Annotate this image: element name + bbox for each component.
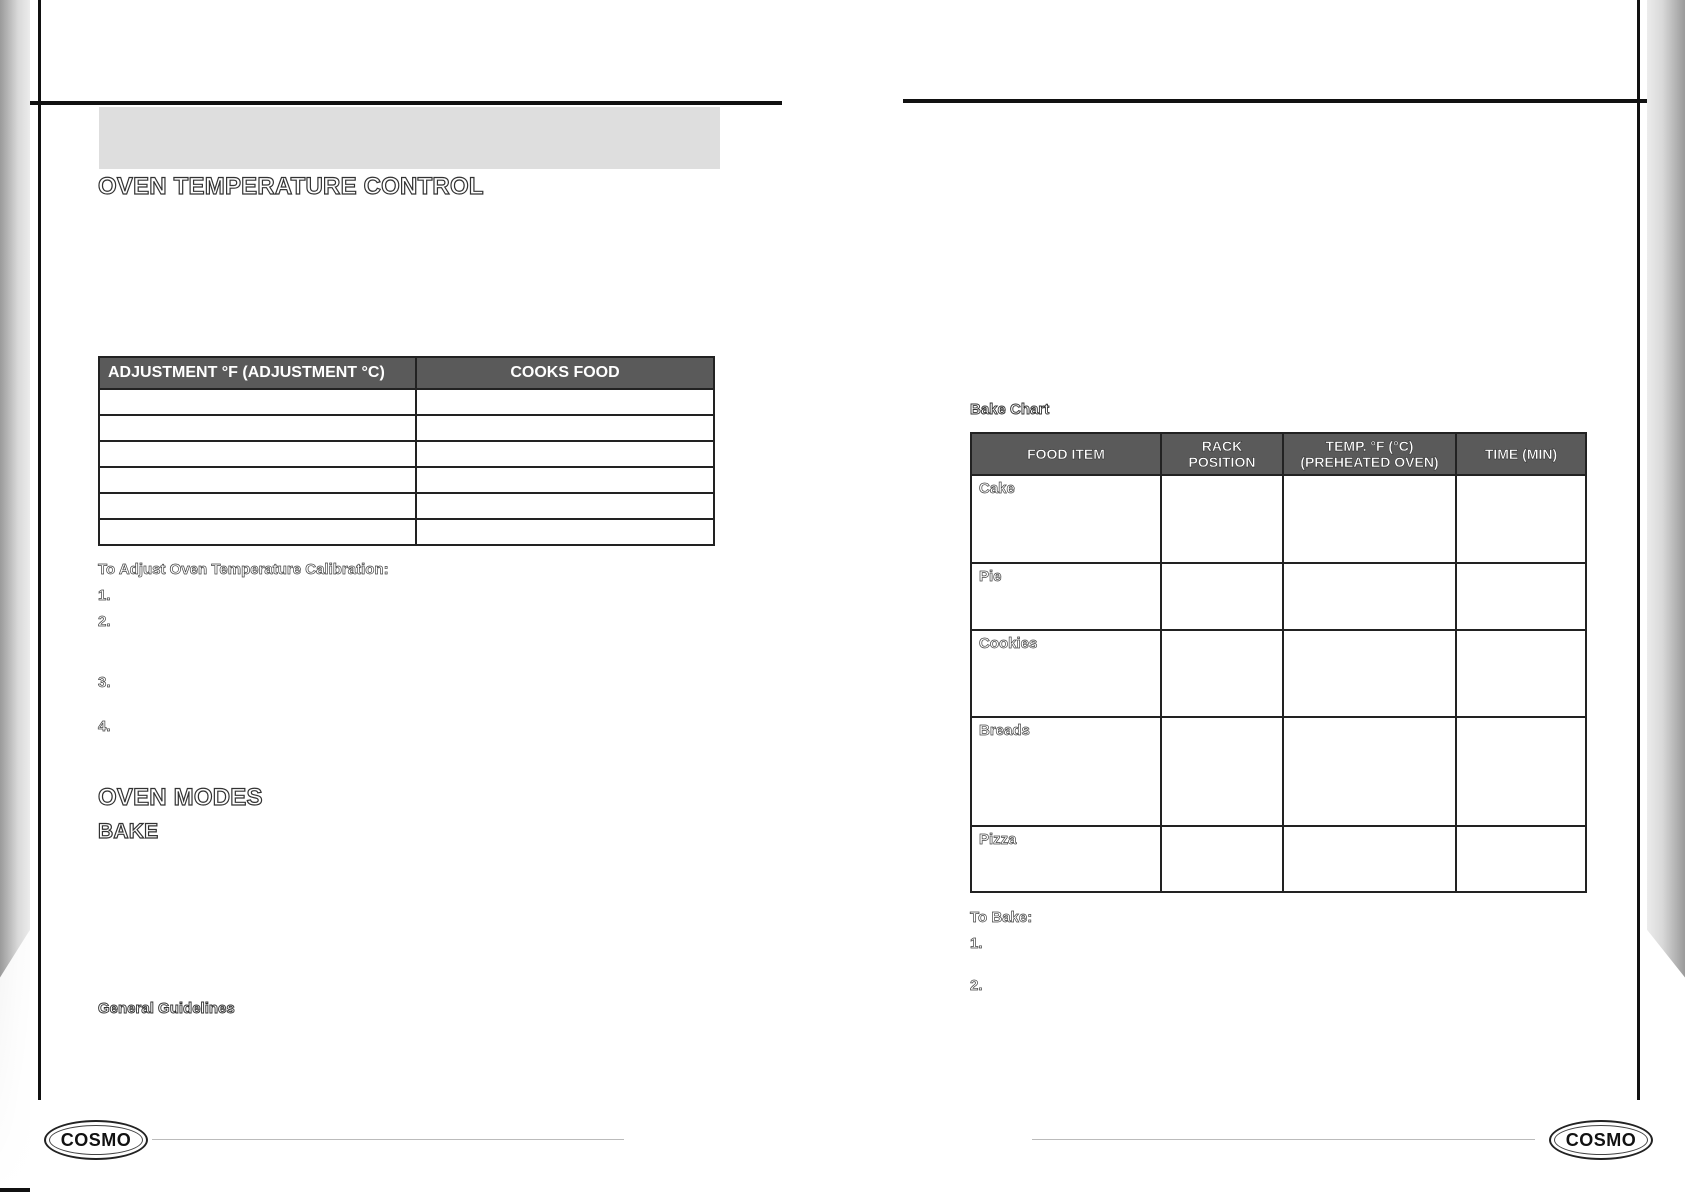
table-cell <box>1161 630 1283 717</box>
crop-mark <box>0 1188 30 1192</box>
bake-chart-label: Bake Chart <box>970 401 1050 418</box>
logo-text: COSMO <box>1554 1125 1648 1155</box>
food-item-header <box>971 433 1161 475</box>
step-number: 2. <box>970 977 983 994</box>
table-cell <box>1456 563 1586 630</box>
header-text: (PREHEATED OVEN) <box>1300 454 1439 470</box>
table-cell <box>99 519 416 545</box>
table-cell <box>1283 717 1456 826</box>
rack-position-header <box>1161 433 1283 475</box>
table-cell <box>1161 475 1283 563</box>
step-number: 3. <box>98 674 111 691</box>
table-cell <box>1456 717 1586 826</box>
table-cell <box>99 493 416 519</box>
left-top-rule <box>30 101 782 105</box>
table-row <box>99 389 714 415</box>
to-bake-heading: To Bake: <box>970 909 1033 926</box>
bake-chart-table <box>970 432 1587 893</box>
table-cell <box>1161 717 1283 826</box>
footer-rule-right <box>1032 1139 1535 1140</box>
right-margin-band <box>1647 0 1685 1192</box>
food-item-cell: Cookies <box>971 630 1161 717</box>
guidelines-label: General Guidelines <box>98 1000 235 1017</box>
table-cell <box>1283 475 1456 563</box>
table-cell <box>1456 475 1586 563</box>
table-cell <box>99 467 416 493</box>
table-row <box>971 826 1586 892</box>
food-item-cell: Pizza <box>971 826 1161 892</box>
calibration-heading: To Adjust Oven Temperature Calibration: <box>98 561 389 578</box>
header-text: FOOD ITEM <box>1027 446 1105 462</box>
table-row <box>971 630 1586 717</box>
table-row <box>99 415 714 441</box>
table-cell <box>416 519 714 545</box>
food-item-cell: Pie <box>971 563 1161 630</box>
table-cell <box>99 415 416 441</box>
table-cell <box>1456 826 1586 892</box>
step-number: 2. <box>98 613 111 630</box>
food-item-cell: Breads <box>971 717 1161 826</box>
time-header <box>1456 433 1586 475</box>
table-cell <box>416 389 714 415</box>
right-top-rule <box>903 99 1647 103</box>
footer-rule-left <box>152 1139 624 1140</box>
table-cell <box>1283 563 1456 630</box>
section-title: OVEN TEMPERATURE CONTROL <box>98 173 484 200</box>
adjustment-table <box>98 356 715 546</box>
table-cell <box>1283 826 1456 892</box>
step-number: 4. <box>98 718 111 735</box>
table-cell <box>99 441 416 467</box>
logo-text: COSMO <box>49 1125 143 1155</box>
header-banner <box>99 107 720 169</box>
cooks-food-header: COOKS FOOD <box>416 357 714 389</box>
table-row <box>971 475 1586 563</box>
adjustment-header: ADJUSTMENT °F (ADJUSTMENT °C) <box>99 357 416 389</box>
modes-title: OVEN MODES <box>98 784 263 811</box>
left-margin-band <box>0 0 30 1192</box>
header-text: POSITION <box>1188 454 1256 470</box>
step-number: 1. <box>970 935 983 952</box>
header-text: TEMP. °F (°C) <box>1325 438 1414 454</box>
left-vertical-rule <box>38 0 41 1100</box>
table-row <box>99 467 714 493</box>
table-cell <box>416 493 714 519</box>
table-cell <box>1161 563 1283 630</box>
step-number: 1. <box>98 587 111 604</box>
header-text: TIME (MIN) <box>1484 446 1558 462</box>
table-cell <box>1456 630 1586 717</box>
bake-title: BAKE <box>98 820 159 843</box>
table-cell <box>99 389 416 415</box>
temperature-header <box>1283 433 1456 475</box>
table-cell <box>1283 630 1456 717</box>
table-cell <box>1161 826 1283 892</box>
food-item-cell: Cake <box>971 475 1161 563</box>
table-cell <box>416 441 714 467</box>
table-row <box>971 717 1586 826</box>
table-cell <box>416 467 714 493</box>
cosmo-logo <box>1549 1120 1653 1160</box>
header-text: RACK <box>1201 438 1243 454</box>
cosmo-logo <box>44 1120 148 1160</box>
right-vertical-rule <box>1637 0 1640 1100</box>
table-row <box>99 441 714 467</box>
table-row <box>99 493 714 519</box>
table-row <box>971 563 1586 630</box>
table-row <box>99 519 714 545</box>
table-cell <box>416 415 714 441</box>
